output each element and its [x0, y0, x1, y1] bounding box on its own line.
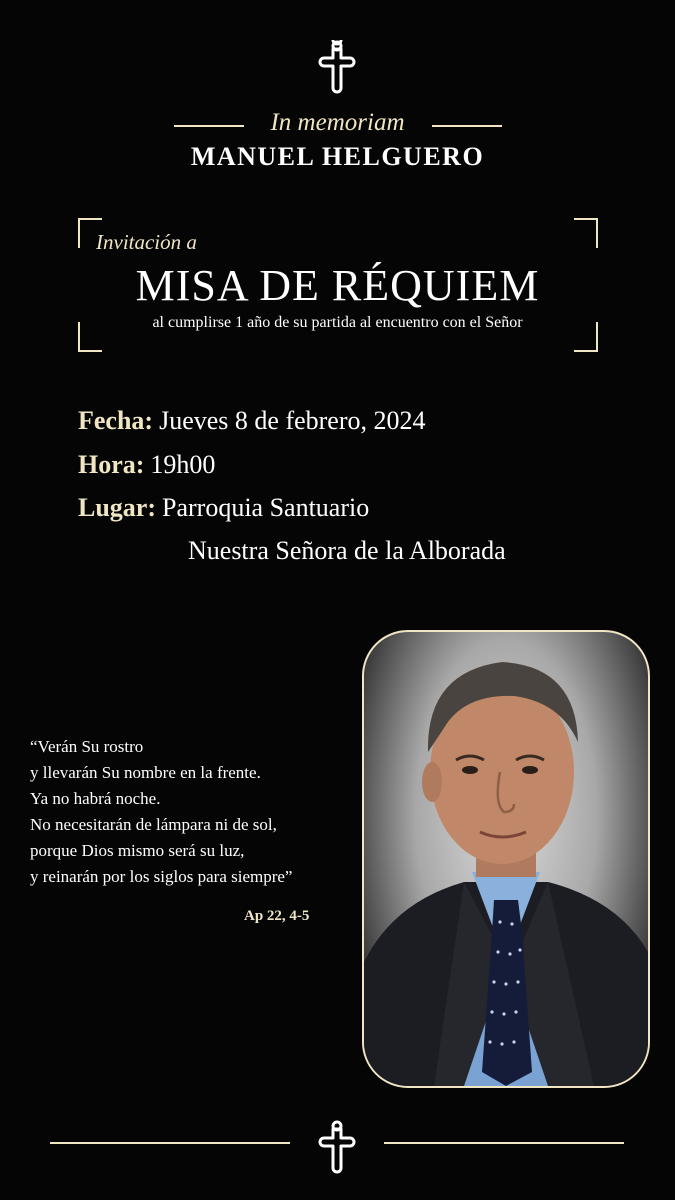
memoriam-row	[0, 108, 675, 140]
hora-value: 19h00	[150, 450, 216, 479]
lugar-value-line-1: Parroquia Santuario	[162, 493, 370, 522]
divider-bottom-left	[50, 1142, 290, 1144]
quote-line: y reinarán por los siglos para siempre”	[30, 867, 293, 886]
lugar-value-line-2: Nuestra Señora de la Alborada	[188, 536, 506, 565]
invitation-subtitle: al cumplirse 1 año de su partida al encuentro con el Señor	[152, 314, 523, 331]
bracket-top-right	[574, 218, 598, 248]
lugar-label: Lugar:	[78, 493, 156, 522]
scripture-quote	[30, 734, 360, 890]
fecha-value: Jueves 8 de febrero, 2024	[159, 406, 426, 435]
fecha-label: Fecha:	[78, 406, 154, 435]
cross-icon	[312, 1120, 362, 1178]
quote-line: “Verán Su rostro	[30, 737, 144, 756]
hora-label: Hora:	[78, 450, 145, 479]
scripture-reference: Ap 22, 4-5	[244, 908, 310, 924]
divider-right	[432, 125, 502, 127]
invitation-lead: Invitación a	[96, 230, 197, 254]
quote-line: No necesitarán de lámpara ni de sol,	[30, 815, 277, 834]
detail-fecha	[78, 404, 426, 438]
cross-icon	[312, 40, 362, 98]
portrait-photo	[362, 630, 650, 1088]
detail-hora	[78, 448, 215, 482]
quote-line: y llevarán Su nombre en la frente.	[30, 763, 261, 782]
memoriam-label: In memoriam	[270, 109, 405, 136]
quote-line: porque Dios mismo será su luz,	[30, 841, 245, 860]
quote-line: Ya no habrá noche.	[30, 789, 161, 808]
divider-bottom-right	[384, 1142, 624, 1144]
invitation-title: MISA DE RÉQUIEM	[135, 261, 540, 310]
detail-lugar	[78, 491, 369, 525]
deceased-name: MANUEL HELGUERO	[190, 142, 485, 171]
